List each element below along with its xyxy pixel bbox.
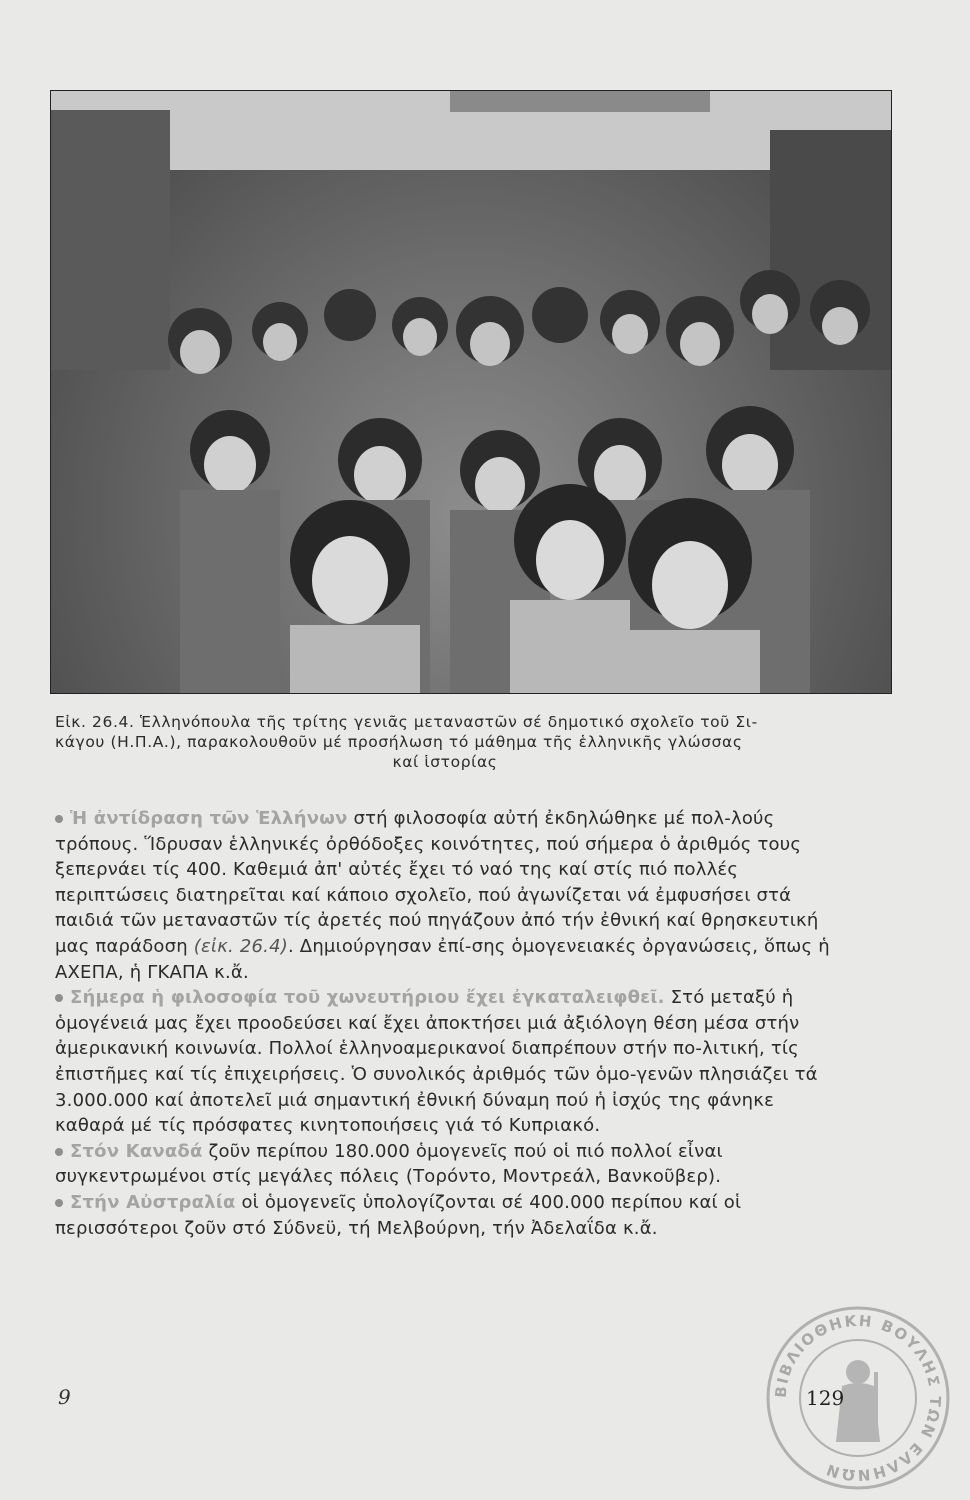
paragraph-reaction (55, 806, 835, 985)
paragraph-lead: Ἡ ἀντίδραση τῶν Ἑλλήνων (70, 808, 348, 829)
paragraph-text: Στό μεταξύ ἡ ὁμογένειά μας ἔχει προοδεύσει καί ἔχει ἀποκτήσει μιά ἀξιόλογη θέση μέσα στήν ἀμερικανική κοινωνία. Πολλοί ἑλληνοαμερικανοί διαπρέπουν στήν πο-λιτική, τίς ἐπιστῆμες καί τίς ἐπιχειρήσεις. Ὁ συνολικός ἀριθμός τῶν ὁμο-γενῶν πλησιάζει τά 3.000.000 καί ἀποτελεῖ μιά σημαντική ἐθνική δύναμη πού ἡ ἰσχύς της φάνηκε καθαρά μέ τίς πρόσφατες κινητοποιήσεις γιά τό Κυπριακό. (55, 987, 818, 1137)
bullet-icon (55, 1199, 63, 1207)
paragraph-text: στή φιλοσοφία αὐτή ἐκδηλώθηκε μέ πολ-λούς τρόπους. Ἵδρυσαν ἑλληνικές ὀρθόδοξες κοινότητες, πού σήμερα ὁ ἀριθμός τους ξεπερνάει τίς 400. Καθεμιά ἀπ' αὐτές ἔχει τό ναό της καί στίς πιό πολλές περιπτώσεις διατηρεῖται καί κάποιο σχολεῖο, πού ἀγωνίζεται νά ἐμφυσήσει στά παιδιά τῶν μεταναστῶν τίς ἀρετές πού πηγάζουν ἀπό τήν ἐθνική καί θρησκευτική μας παράδοση (55, 808, 819, 957)
paragraph-lead: Σήμερα ἡ φιλοσοφία τοῦ χωνευτήριου ἔχει ἐγκαταλειφθεῖ. (70, 987, 665, 1009)
paragraph-text-continued: . Δημιούργησαν ἐπί-σης ὁμογενειακές ὀργανώσεις, ὅπως ἡ ΑΧΕΠΑ, ἡ ΓΚΑΠΑ κ.ἄ. (55, 935, 830, 983)
bullet-icon (55, 815, 63, 823)
stamp-text: ΒΙΒΛΙΟΘΗΚΗ ΒΟΥΛΗΣ ΤΩΝ ΕΛΛΗΝΩΝ (771, 1311, 945, 1485)
bullet-icon (55, 1148, 63, 1156)
signature-mark: 9 (58, 1385, 71, 1409)
caption-line-1: Εἰκ. 26.4. Ἑλληνόπουλα τῆς τρίτης γενιᾶς μεταναστῶν σέ δημοτικό σχολεῖο τοῦ Σι- (55, 713, 758, 731)
caption-line-3: καί ἱστορίας (392, 753, 498, 771)
paragraph-australia (55, 1190, 835, 1241)
paragraph-lead: Στόν Καναδά (70, 1140, 203, 1162)
bullet-icon (55, 994, 63, 1002)
paragraph-lead: Στήν Αὐστραλία (70, 1191, 236, 1213)
classroom-photo (50, 90, 892, 694)
photo-illustration (50, 90, 892, 694)
paragraph-text: ζοῦν περίπου 180.000 ὁμογενεῖς πού οἱ πιό πολλοί εἶναι συγκεντρωμένοι στίς μεγάλες πόλεις (Τορόντο, Μοντρεάλ, Βανκοῦβερ). (55, 1140, 723, 1188)
paragraph-text: οἱ ὁμογενεῖς ὑπολογίζονται σέ 400.000 περίπου καί οἱ περισσότεροι ζοῦν στό Σύδνεϋ, τή Μελβούρνη, τήν Ἀδελαΐδα κ.ἄ. (55, 1191, 742, 1239)
figure-reference: (εἰκ. 26.4) (193, 935, 288, 957)
body-text (55, 806, 835, 1241)
paragraph-today (55, 985, 835, 1139)
library-stamp (762, 1302, 954, 1494)
caption-line-2: κάγου (Η.Π.Α.), παρακολουθοῦν μέ προσήλωση τό μάθημα τῆς ἑλληνικῆς γλώσσας (55, 733, 743, 751)
figure-caption (55, 712, 835, 772)
paragraph-canada (55, 1139, 835, 1190)
page-number: 129 (806, 1386, 845, 1410)
